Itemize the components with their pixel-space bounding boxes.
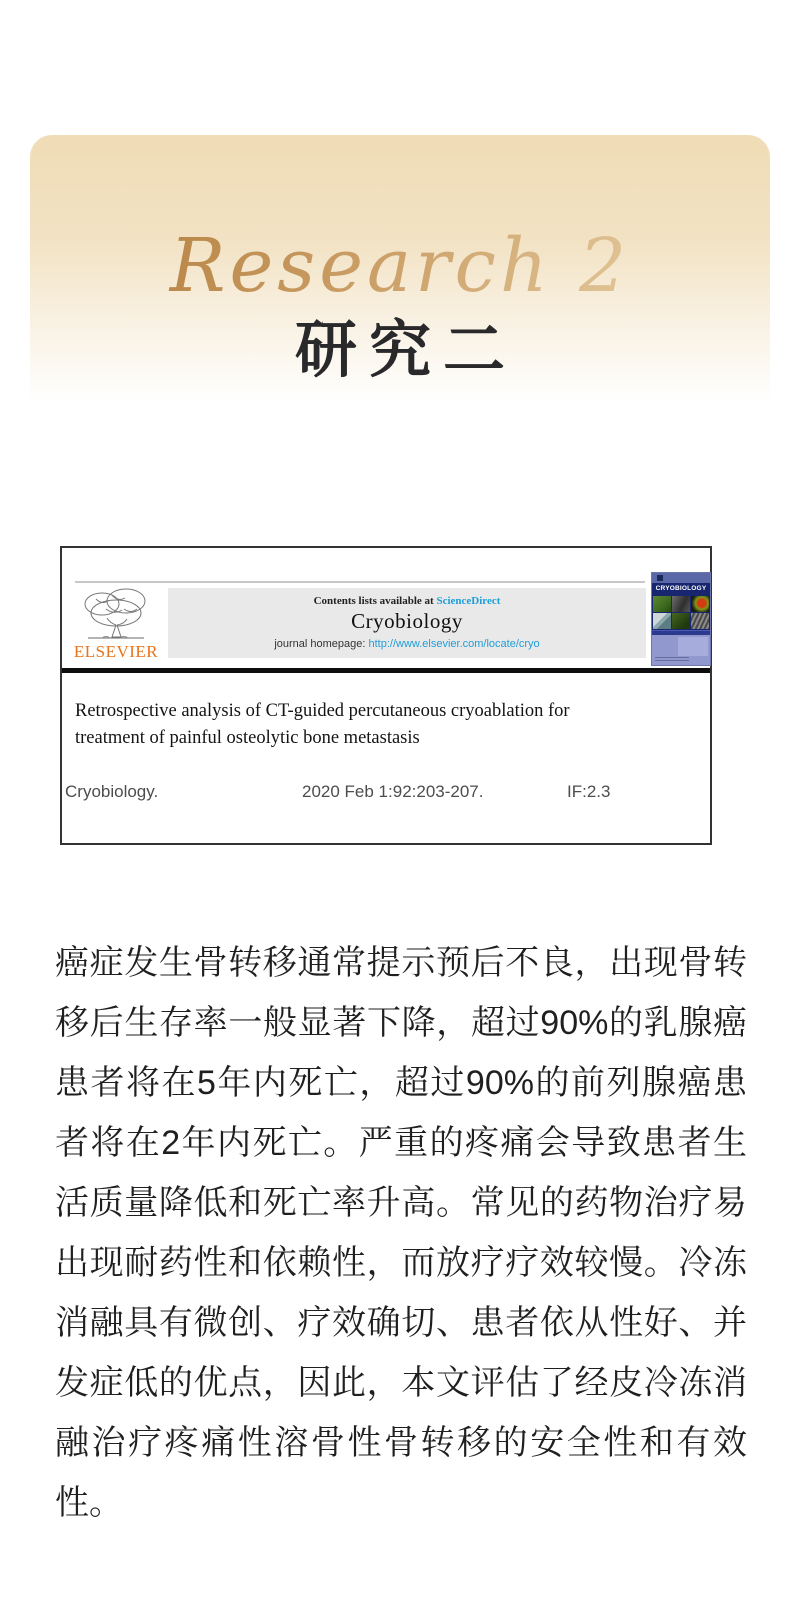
header-banner — [30, 135, 770, 425]
cover-bottom-area — [652, 635, 710, 665]
journal-homepage-link[interactable]: http://www.elsevier.com/locate/cryo — [368, 638, 540, 650]
citation-row — [62, 782, 710, 804]
sciencedirect-link[interactable]: ScienceDirect — [436, 595, 501, 607]
elsevier-wordmark: ELSEVIER — [73, 642, 159, 661]
summary-line: 融治疗疼痛性溶骨性骨转移的安全性和有效 — [55, 1424, 747, 1462]
cover-bottom-panel — [678, 637, 708, 656]
cover-title: CRYOBIOLOGY — [652, 583, 710, 595]
elsevier-logo — [68, 585, 164, 662]
citation-date: 2020 Feb 1:92:203-207. — [302, 782, 484, 801]
research-script-title: Research 2 — [30, 229, 770, 303]
summary-line: 癌症发生骨转移通常提示预后不良，出现骨转 — [55, 944, 747, 982]
journal-masthead — [168, 588, 646, 658]
paper-citation-card — [60, 546, 712, 845]
summary-line: 出现耐药性和依赖性，而放疗疗效较慢。冷冻 — [55, 1244, 747, 1282]
journal-name: Cryobiology — [351, 609, 463, 633]
article-title: Retrospective analysis of CT-guided percutaneous cryoablation for treatment of painful osteolytic bone metastasis — [75, 701, 570, 748]
summary-paragraph — [55, 933, 747, 1533]
summary-line: 活质量降低和死亡率升高。常见的药物治疗易 — [55, 1184, 747, 1222]
cover-thumb-crystal — [653, 613, 671, 629]
cover-top-strip — [652, 573, 710, 583]
summary-line: 发症低的优点，因此，本文评估了经皮冷冻消 — [55, 1364, 747, 1402]
summary-line: 者将在2年内死亡。严重的疼痛会导致患者生 — [55, 1124, 747, 1162]
cover-thumb-dark-green — [672, 613, 690, 629]
cover-thumb-fibers — [691, 613, 709, 629]
cover-thumb-foliage — [653, 596, 671, 612]
research-zh-title: 研究二 — [294, 313, 517, 386]
elsevier-tree-icon — [72, 585, 160, 641]
citation-impact-factor: IF:2.3 — [567, 782, 611, 801]
masthead-black-rule — [62, 668, 710, 673]
cover-thumb-red-cell — [691, 596, 709, 612]
summary-line: 移后生存率一般显著下降，超过90%的乳腺癌 — [55, 1004, 747, 1042]
cover-thumbnail-grid — [652, 595, 710, 630]
homepage-line-prefix: journal homepage: — [274, 638, 369, 650]
cover-thumb-gray-streaks — [672, 596, 690, 612]
contents-line — [168, 595, 646, 607]
masthead-top-rule — [75, 581, 645, 583]
journal-cover — [652, 573, 710, 665]
summary-line: 性。 — [55, 1484, 123, 1522]
summary-line: 消融具有微创、疗效确切、患者依从性好、并 — [55, 1304, 747, 1342]
contents-line-prefix: Contents lists available at — [313, 595, 437, 607]
citation-journal: Cryobiology. — [65, 782, 159, 801]
homepage-line — [168, 638, 646, 650]
cover-bottom-text-marks — [655, 657, 689, 662]
summary-line: 患者将在5年内死亡，超过90%的前列腺癌患 — [55, 1064, 747, 1102]
